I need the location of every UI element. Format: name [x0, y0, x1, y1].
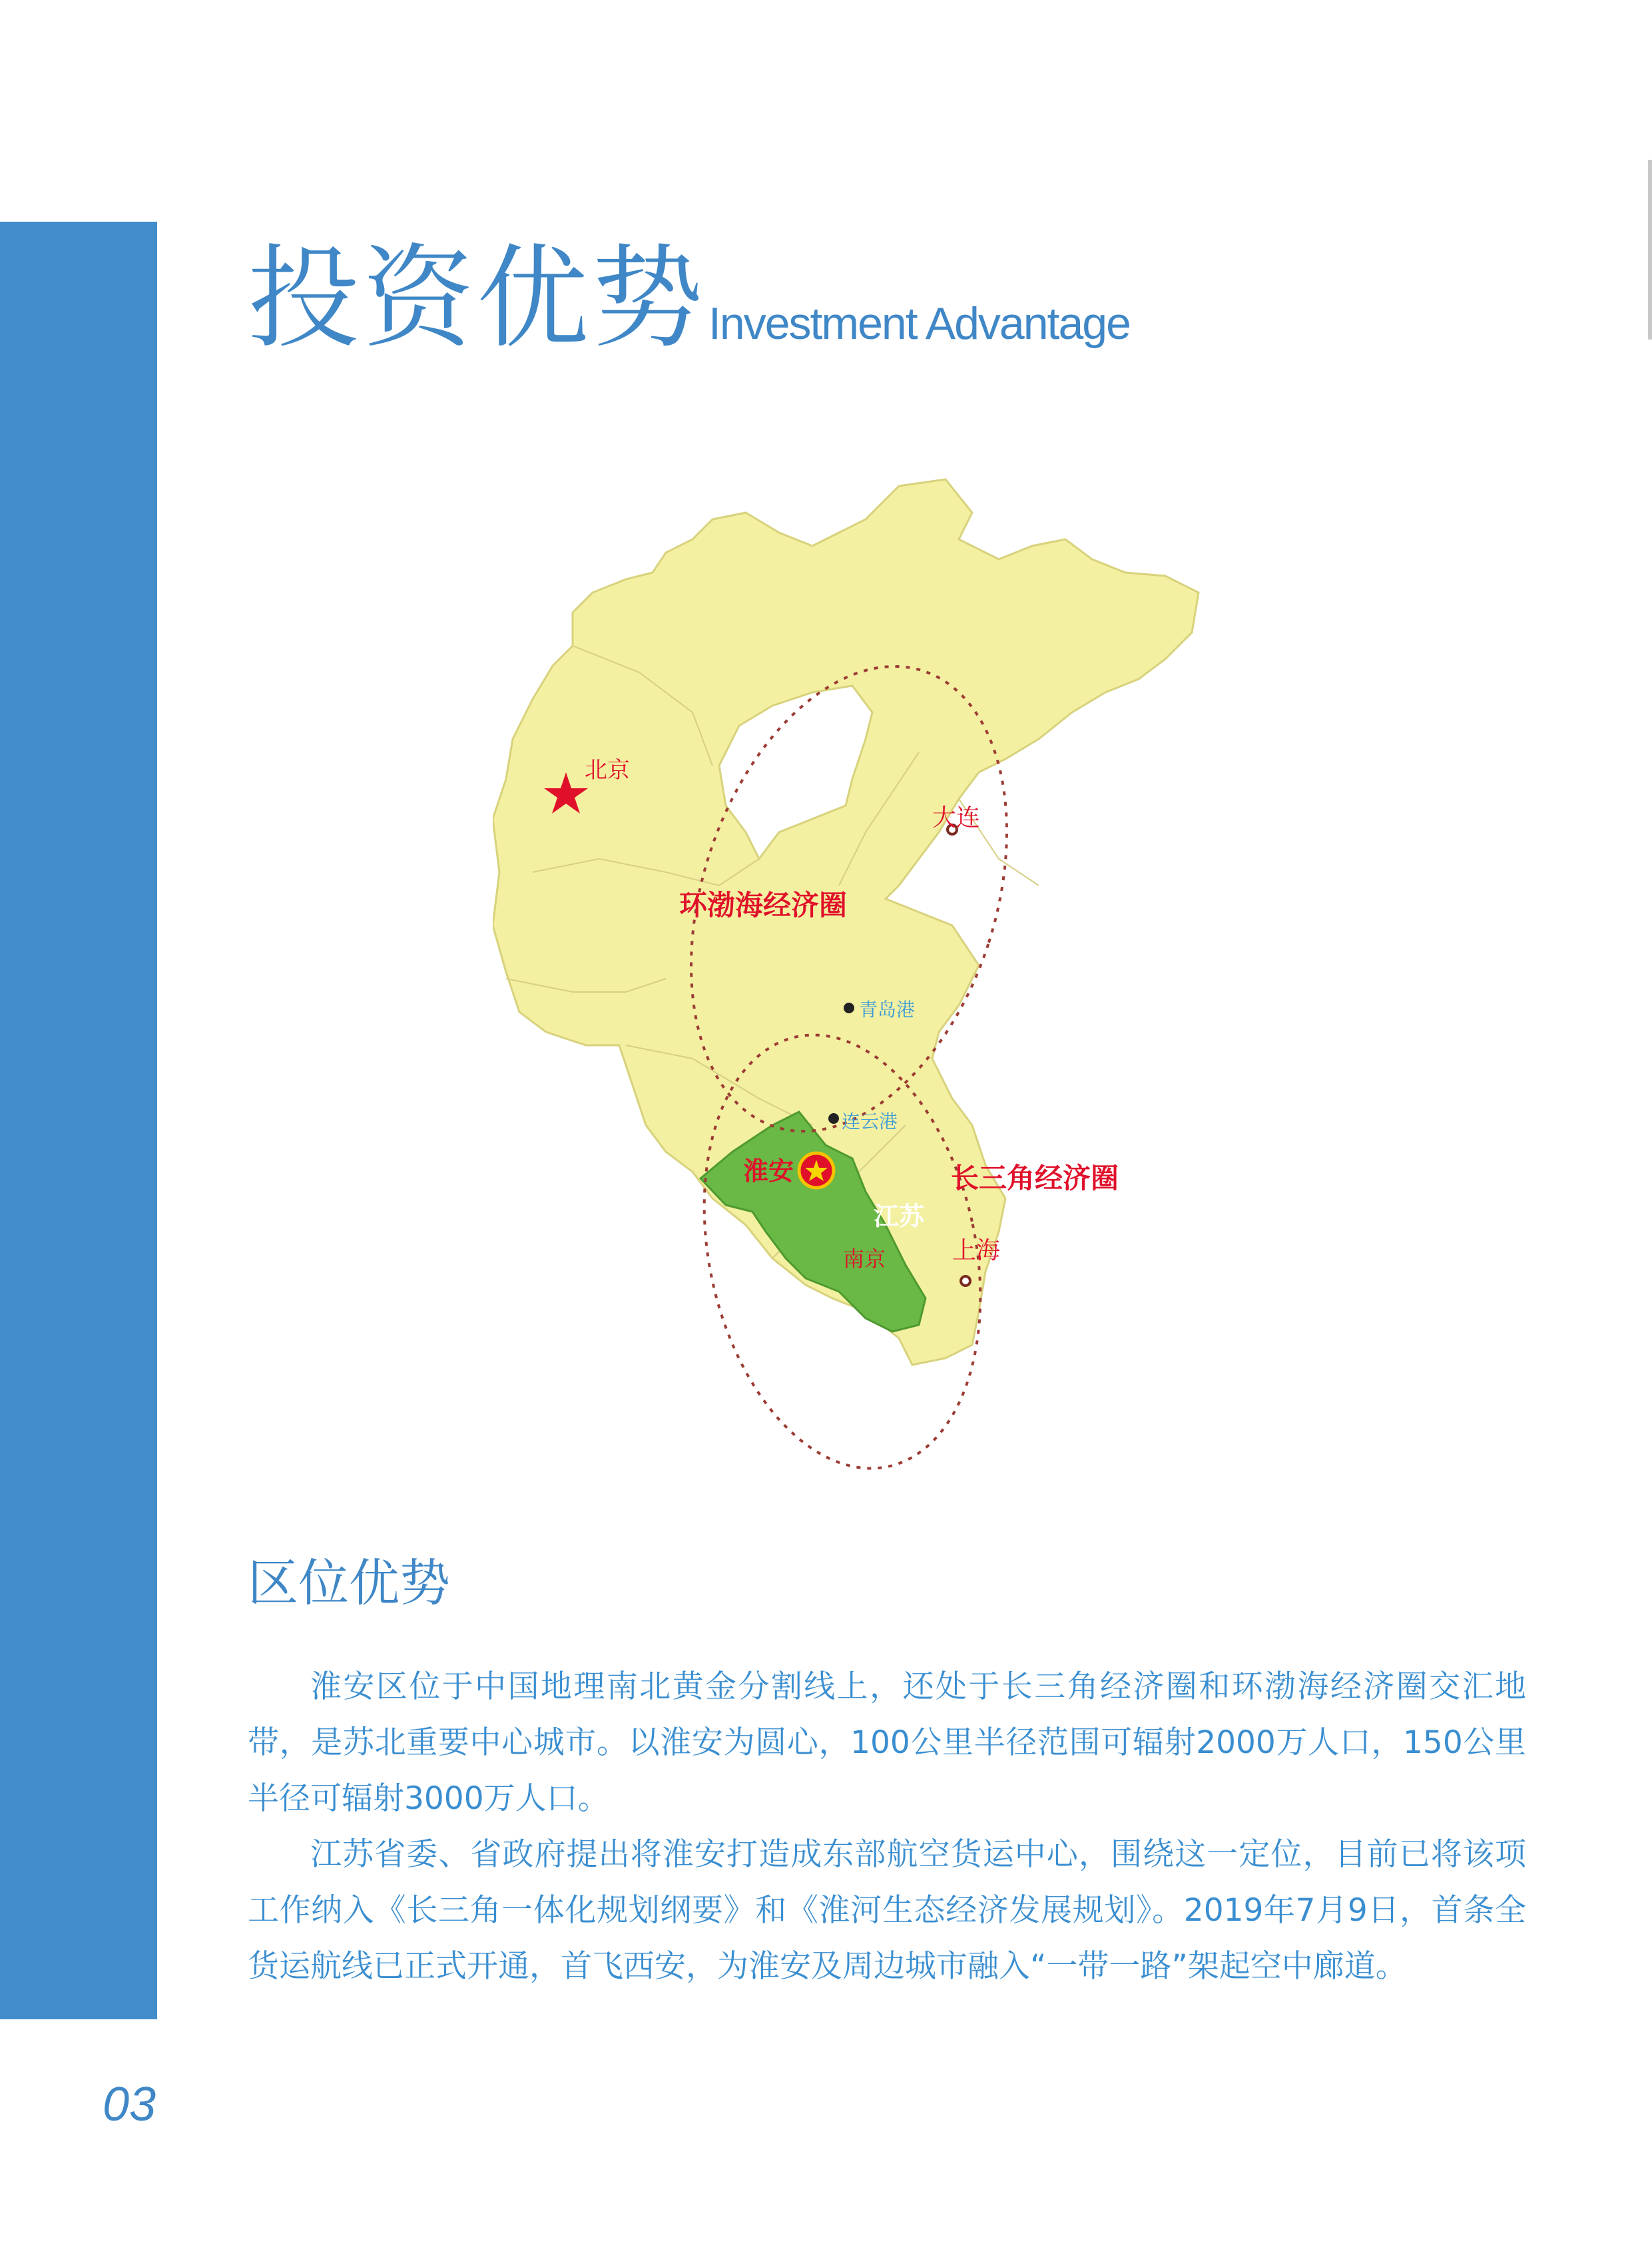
map-label-yangtze-circle: 长三角经济圈 [951, 1162, 1119, 1194]
map-label-huaian: 淮安 [743, 1156, 794, 1186]
paragraph-1: 淮安区位于中国地理南北黄金分割线上，还处于长三角经济圈和环渤海经济圈交汇地带，是苏北重要中心城市。以淮安为圆心，100公里半径范围可辐射2000万人口，150公里半径可辐射3000万人口。 [248, 1668, 1526, 1817]
map-label-shanghai: 上海 [952, 1237, 1001, 1264]
lianyun-pin-icon [828, 1113, 839, 1124]
page-title: 投资优势 [248, 233, 706, 364]
map-label-beijing: 北京 [585, 757, 630, 784]
map-label-qingdao-port: 青岛港 [859, 999, 916, 1021]
section-body [248, 1659, 1526, 1995]
paragraph-2: 江苏省委、省政府提出将淮安打造成东部航空货运中心，围绕这一定位，目前已将该项工作纳入《长三角一体化规划纲要》和《淮河生态经济发展规划》。2019年7月9日，首条全货运航线已正式开通，首飞西安，为淮安及周边城市融入“一带一路”架起空中廊道。 [248, 1836, 1526, 1985]
qingdao-pin-icon [844, 1003, 854, 1013]
page-number: 03 [103, 2078, 156, 2131]
map-label-lianyun-port: 连云港 [842, 1111, 898, 1132]
page-subtitle-en: Investment Advantage [708, 298, 1130, 349]
map-label-bohai-circle: 环渤海经济圈 [679, 889, 848, 921]
map-label-nanjing: 南京 [843, 1246, 886, 1272]
side-accent-bar [0, 222, 157, 2019]
section-heading: 区位优势 [248, 1553, 450, 1613]
map-label-dalian: 大连 [932, 804, 981, 832]
map-label-jiangsu: 江苏 [874, 1202, 925, 1231]
shanghai-marker-icon [961, 1276, 970, 1286]
region-map [493, 459, 1292, 1525]
page-edge-mark [1648, 160, 1652, 340]
